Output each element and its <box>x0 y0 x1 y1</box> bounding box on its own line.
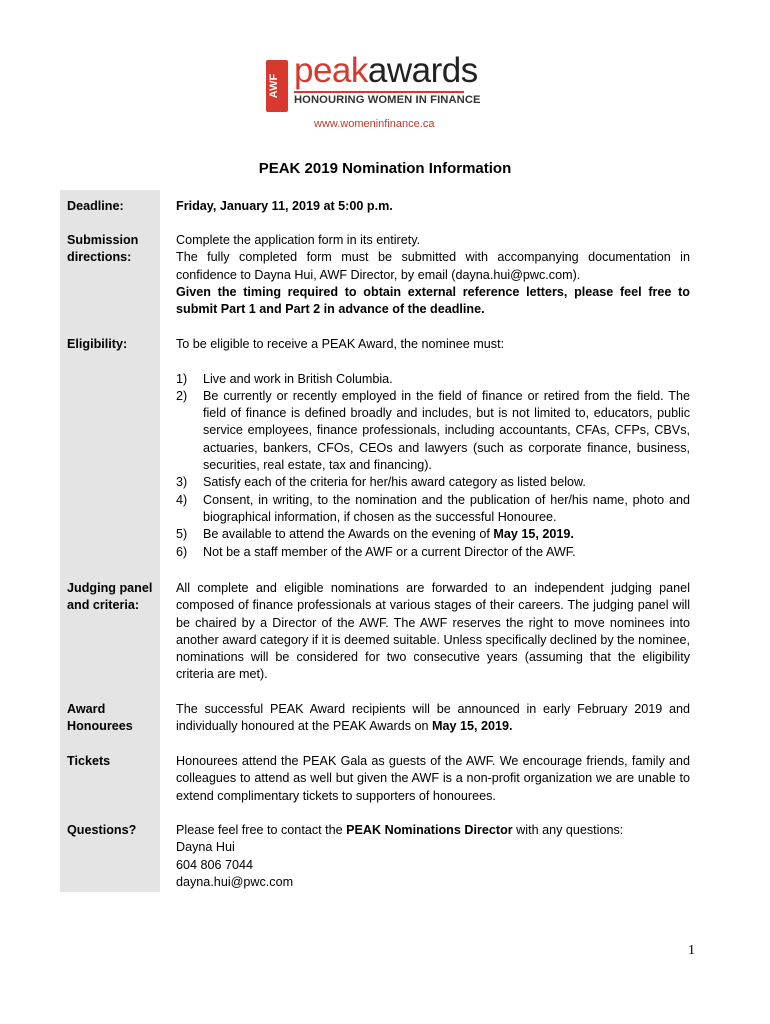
deadline-value: Friday, January 11, 2019 at 5:00 p.m. <box>176 199 393 213</box>
deadline-label: Deadline: <box>67 199 124 213</box>
submission-line1: Complete the application form in its entirety. <box>176 233 421 247</box>
logo-url[interactable]: www.womeninfinance.ca <box>314 118 435 130</box>
honourees-label-line1: Award <box>67 702 106 716</box>
honourees-label <box>67 701 157 736</box>
logo-divider <box>294 91 464 93</box>
submission-line2: The fully completed form must be submitted with accompanying documentation in confidence to Dayna Hui, AWF Director, by email (dayna.hui@pwc.com). <box>176 250 690 282</box>
eligibility-intro: To be eligible to receive a PEAK Award, the nominee must: <box>176 337 505 351</box>
list-item: 3) Satisfy each of the criteria for her/his award category as listed below. <box>176 475 586 490</box>
page-number: 1 <box>688 943 695 958</box>
logo-tagline: HONOURING WOMEN IN FINANCE <box>294 94 481 106</box>
submission-label <box>67 232 157 267</box>
tickets-content: Honourees attend the PEAK Gala as guests of the AWF. We encourage friends, family and colleagues to attend as well but given the AWF is a non-profit organization we are unable to extend complimentary tickets to supporters of honourees. <box>176 754 690 803</box>
questions-label: Questions? <box>67 823 137 837</box>
honourees-label-line2: Honourees <box>67 719 133 734</box>
judging-content: All complete and eligible nominations are forwarded to an independent judging panel composed of finance professionals at various stages of their careers. The judging panel will be chaired by a Director of the AWF. The AWF reserves the right to move nominees into another award category if it is deemed suitable. Unless specifically declined by the nominee, nominations will be considered for two consecutive years (assuming that the eligibility criteria are met). <box>176 581 690 682</box>
list-item: 1) Live and work in British Columbia. <box>176 371 393 386</box>
eligibility-content <box>176 336 690 561</box>
submission-label-line2: directions: <box>67 250 132 265</box>
submission-line3: Given the timing required to obtain external reference letters, please feel free to submit Part 1 and Part 2 in advance of the deadline. <box>176 284 690 317</box>
page-title: PEAK 2019 Nomination Information <box>258 160 512 177</box>
contact-name: Dayna Hui <box>176 840 235 855</box>
judging-label-line1: Judging panel <box>67 581 153 595</box>
peak-awards-logo <box>264 51 481 144</box>
contact-email[interactable]: dayna.hui@pwc.com <box>176 874 294 889</box>
submission-content <box>176 232 690 318</box>
logo-peak-text: peak <box>294 51 368 90</box>
logo-awards-text: awards <box>367 51 478 90</box>
list-item: 6) Not be a staff member of the AWF or a current Director of the AWF. <box>176 544 576 559</box>
awf-monogram-icon <box>264 60 292 112</box>
eligibility-label: Eligibility: <box>67 337 128 351</box>
list-item: 5) Be available to attend the Awards on the evening of May 15, 2019. <box>176 527 574 542</box>
contact-phone[interactable]: 604 806 7044 <box>176 857 254 872</box>
judging-label <box>67 580 157 615</box>
submission-label-line1: Submission <box>67 233 139 247</box>
questions-content <box>176 822 690 891</box>
honourees-content: The successful PEAK Award recipients will be announced in early February 2019 and individually honoured at the PEAK Awards on May 15, 2019. <box>176 702 690 734</box>
questions-intro: Please feel free to contact the PEAK Nominations Director with any questions: <box>176 823 624 837</box>
logo-wordmark <box>294 52 478 90</box>
judging-label-line2: and criteria: <box>67 598 140 613</box>
label-column-background <box>60 190 160 892</box>
svg-text:AWF: AWF <box>268 73 280 99</box>
list-item: 4) Consent, in writing, to the nomination and the publication of her/his name, photo and biographical information, if chosen as the successful Honouree. <box>176 492 690 524</box>
list-item: 2) Be currently or recently employed in the field of finance or retired from the field. The field of finance is defined broadly and includes, but is not limited to, educators, public service employees, finance professionals, including accountants, CFAs, CFPs, CBVs, actuaries, bankers, CFOs, CEOs and lawyers (such as corporate finance, business, securities, real estate, tax and financing). <box>176 388 690 473</box>
eligibility-list <box>176 371 690 561</box>
tickets-label: Tickets <box>67 754 111 768</box>
